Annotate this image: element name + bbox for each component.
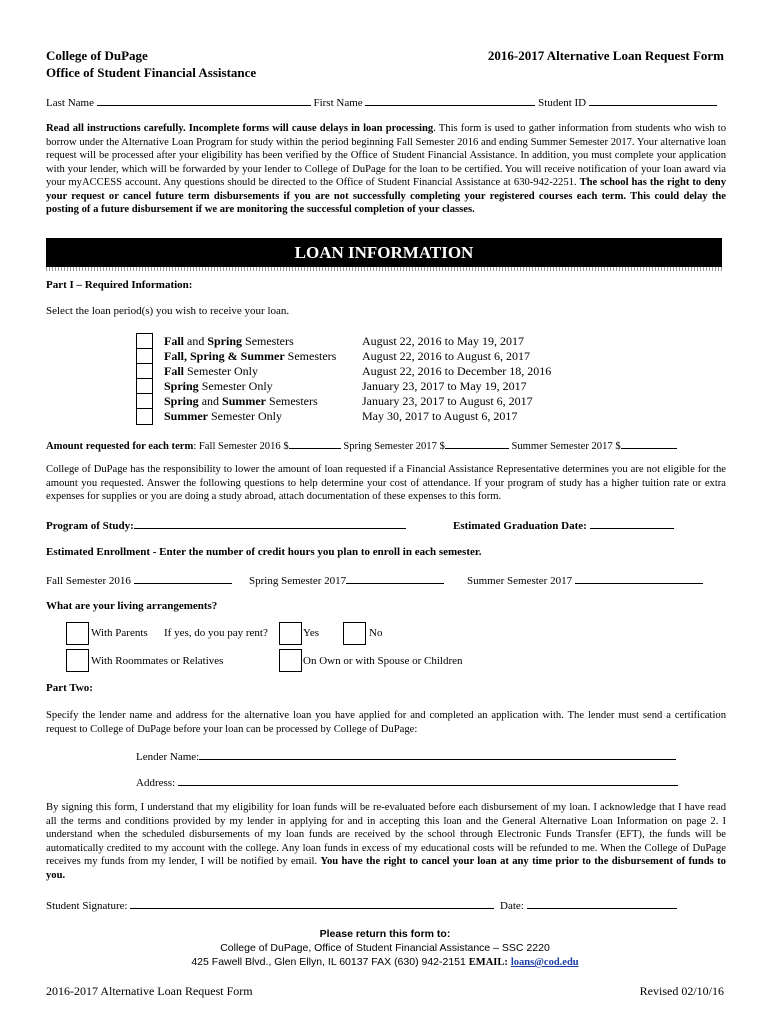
pay-rent-yes-checkbox[interactable] [279, 622, 302, 645]
pay-rent-yes-label: Yes [303, 627, 320, 639]
instructions-paragraph [46, 122, 726, 217]
responsibility-paragraph: College of DuPage has the responsibility to lower the amount of loan requested if a Financial Assistance Representative determines you are not eligible for the amount you requested. Answer the following questions to help determine your cost of attendance. If your program of study has a higher tuition rate or extra expenses for supplies or you are doing a study abroad, attach documentation of these expenses to this form. [46, 464, 726, 502]
enroll-spring-label: Spring Semester 2017 [249, 575, 347, 587]
pay-rent-label: If yes, do you pay rent? [164, 627, 268, 639]
student-id-field[interactable] [589, 95, 717, 106]
enroll-fall-row [46, 573, 232, 587]
date-row [500, 898, 677, 912]
lender-name-row [136, 749, 676, 763]
email-link[interactable]: loans@cod.edu [510, 957, 579, 968]
program-of-study-label: Program of Study: [46, 520, 134, 532]
living-own-label: On Own or with Spouse or Children [303, 655, 463, 667]
part-two-heading: Part Two: [46, 682, 93, 694]
amount-fall-label: : Fall Semester 2016 $ [193, 441, 289, 452]
footer-form-title: 2016-2017 Alternative Loan Request Form [46, 984, 253, 998]
graduation-date-label: Estimated Graduation Date: [453, 520, 587, 532]
enroll-fall-field[interactable] [134, 573, 232, 584]
footer-revision: Revised 02/10/16 [639, 984, 724, 998]
form-title: 2016-2017 Alternative Loan Request Form [487, 48, 724, 63]
loan-information-banner: LOAN INFORMATION [46, 238, 722, 268]
return-street-fax: 425 Fawell Blvd., Glen Ellyn, IL 60137 FAX (630) 942-2151 [191, 956, 469, 968]
office-name: Office of Student Financial Assistance [46, 65, 257, 80]
last-name-field[interactable] [97, 95, 311, 106]
enroll-fall-label: Fall Semester 2016 [46, 575, 131, 587]
period-label-summer-only: Summer Semester Only [164, 409, 282, 423]
program-of-study-row [46, 518, 406, 532]
signature-field[interactable] [130, 898, 494, 909]
amount-spring-label: Spring Semester 2017 $ [343, 441, 445, 452]
enroll-spring-row [249, 573, 444, 587]
college-name: College of DuPage [46, 48, 148, 63]
amount-requested-label: Amount requested for each term [46, 441, 194, 452]
identification-row [46, 95, 726, 109]
first-name-field[interactable] [365, 95, 535, 106]
period-dates-fall-only: August 22, 2016 to December 18, 2016 [362, 364, 552, 378]
amount-summer-label: Summer Semester 2017 $ [511, 441, 621, 452]
living-own-checkbox[interactable] [279, 649, 302, 672]
loan-period-instruction: Select the loan period(s) you wish to receive your loan. [46, 305, 290, 317]
lender-address-label: Address: [136, 777, 176, 789]
date-label: Date: [500, 900, 524, 912]
period-label-fall-spring-summer: Fall, Spring & Summer Semesters [164, 349, 337, 363]
first-name-label: First Name [313, 97, 363, 109]
enrollment-heading: Estimated Enrollment - Enter the number of credit hours you plan to enroll in each semester. [46, 546, 482, 558]
amount-requested-row [46, 438, 730, 452]
consent-text: By signing this form, I understand that my eligibility for loan funds will be re-evaluated before each disbursement of my loan. I acknowledge that I have read all the terms and conditions provided by my lender in applying for and in accepting this loan and the General Alternative Loan Information on page 2. I understand when the scheduled disbursements of my loan funds are received by the school through Electronic Funds Transfer (EFT), the funds will be automatically credited to my account with the college. Any loan funds in excess of my educational costs will be refunded to me. When the College of DuPage receives my funds from my lender, I will be notified by email. [46, 802, 726, 867]
amount-spring-field[interactable] [445, 438, 509, 449]
amount-summer-field[interactable] [621, 438, 677, 449]
lender-address-row [136, 775, 678, 789]
period-checkbox-summer-only[interactable] [136, 408, 153, 425]
instructions-warning: The school has the right to deny your request or cancel future term disbursements if you are not successfully completing your registered courses each term. This could delay the posting of a future disbursement if we are monitoring the successful completion of your classes. [46, 177, 726, 215]
period-dates-spring-summer: January 23, 2017 to August 6, 2017 [362, 394, 533, 408]
living-roommates-checkbox[interactable] [66, 649, 89, 672]
enroll-summer-row [467, 573, 703, 587]
living-heading: What are your living arrangements? [46, 600, 218, 612]
return-heading: Please return this form to: [319, 928, 451, 940]
amount-fall-field[interactable] [289, 438, 341, 449]
lender-name-label: Lender Name: [136, 751, 200, 763]
period-dates-summer-only: May 30, 2017 to August 6, 2017 [362, 409, 518, 423]
period-label-spring-only: Spring Semester Only [164, 379, 273, 393]
signature-row [46, 898, 494, 912]
living-roommates-label: With Roommates or Relatives [91, 655, 224, 667]
lender-address-field[interactable] [178, 775, 678, 786]
part-one-heading: Part I – Required Information: [46, 279, 193, 291]
student-id-label: Student ID [538, 97, 587, 109]
period-dates-spring-only: January 23, 2017 to May 19, 2017 [362, 379, 527, 393]
return-address-line [0, 956, 770, 968]
date-field[interactable] [527, 898, 677, 909]
lender-name-field[interactable] [199, 749, 676, 760]
program-of-study-field[interactable] [134, 518, 406, 529]
enroll-summer-field[interactable] [575, 573, 703, 584]
email-label: EMAIL: [468, 957, 508, 968]
lender-instruction: Specify the lender name and address for the alternative loan you have applied for and completed an application with. The lender must send a certification request to College of DuPage before your loan can be processed by College of DuPage: [46, 710, 726, 735]
living-with-parents-label: With Parents [91, 627, 148, 639]
last-name-label: Last Name [46, 97, 94, 109]
banner-divider [46, 267, 722, 271]
instructions-lead: Read all instructions carefully. Incomplete forms will cause delays in loan processing [46, 123, 434, 134]
period-dates-fall-spring: August 22, 2016 to May 19, 2017 [362, 334, 524, 348]
period-label-spring-summer: Spring and Summer Semesters [164, 394, 318, 408]
graduation-date-row [453, 518, 674, 532]
return-office-line: College of DuPage, Office of Student Financial Assistance – SSC 2220 [220, 942, 550, 954]
instructions-text: . This form is used to gather information from students who wish to borrow under the Alternative Loan Program for study within the period beginning Fall Semester 2016 and ending Summer Semester 2017. Your alternative loan request will be processed after your eligibility has been verified by the Office of Student Financial Assistance. In addition, you must complete your application with your lender, which will be forwarded by your lender to College of DuPage for the loan to be certified. You will receive notification of your loan award via your myACCESS account. Any questions should be directed to the Office of Student Financial Assistance at 630-942-2251. [46, 123, 726, 188]
consent-cancel-right: You have the right to cancel your loan at any time prior to the disbursement of funds to you. [46, 856, 726, 881]
pay-rent-no-label: No [369, 627, 383, 639]
enroll-summer-label: Summer Semester 2017 [467, 575, 573, 587]
period-label-fall-only: Fall Semester Only [164, 364, 258, 378]
signature-label: Student Signature: [46, 900, 128, 912]
period-dates-fall-spring-summer: August 22, 2016 to August 6, 2017 [362, 349, 531, 363]
period-label-fall-spring: Fall and Spring Semesters [164, 334, 294, 348]
consent-paragraph [46, 801, 726, 882]
graduation-date-field[interactable] [590, 518, 674, 529]
enroll-spring-field[interactable] [346, 573, 444, 584]
living-with-parents-checkbox[interactable] [66, 622, 89, 645]
pay-rent-no-checkbox[interactable] [343, 622, 366, 645]
